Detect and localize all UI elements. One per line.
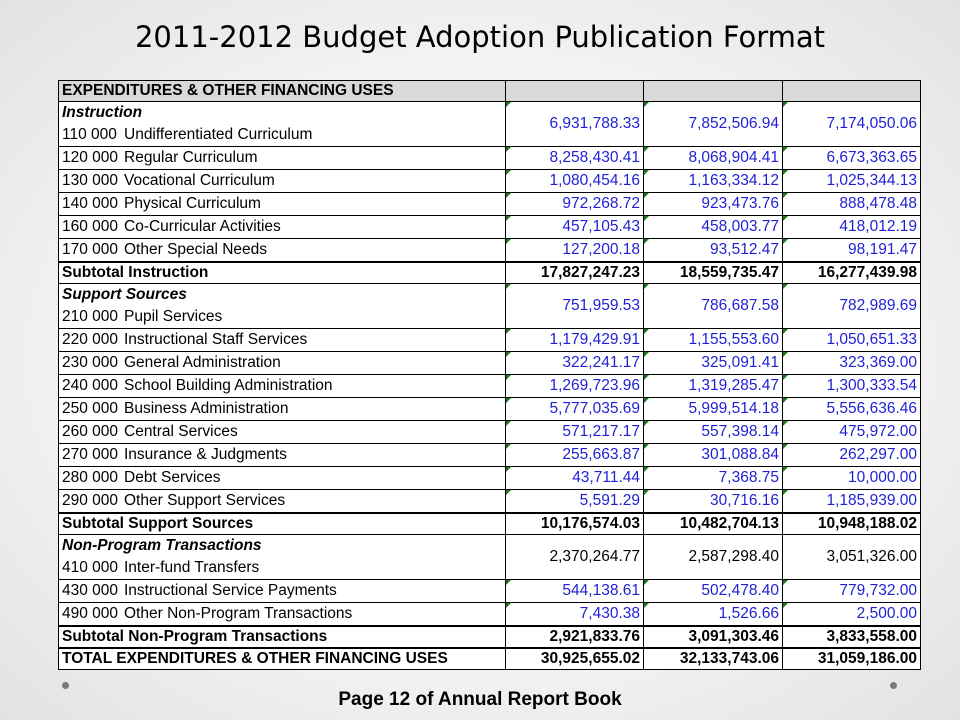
section-heading: Instruction (62, 104, 143, 121)
table-row (59, 216, 921, 239)
table-row (59, 490, 921, 514)
account-label: Instructional Staff Services (124, 331, 308, 348)
value-col-1: 1,080,454.16 (506, 170, 644, 193)
account-label: Vocational Curriculum (124, 172, 275, 189)
account-label: Instructional Service Payments (124, 582, 337, 599)
subtotal-row (59, 626, 921, 648)
account-label: Debt Services (124, 469, 221, 486)
value-col-3: 475,972.00 (783, 421, 921, 444)
subtotal-col-2: 18,559,735.47 (644, 262, 783, 284)
value-col-3: 888,478.48 (783, 193, 921, 216)
value-col-1: 2,370,264.77 (506, 535, 644, 580)
subtotal-label: Subtotal Non-Program Transactions (59, 626, 506, 648)
value-col-3: 10,000.00 (783, 467, 921, 490)
section-heading: Non-Program Transactions (62, 537, 262, 554)
table-row (59, 467, 921, 490)
table-row (59, 444, 921, 467)
total-col-1: 30,925,655.02 (506, 648, 644, 670)
table-header-col-3 (783, 81, 921, 102)
subtotal-col-2: 3,091,303.46 (644, 626, 783, 648)
table-row (59, 284, 921, 329)
row-item (62, 147, 502, 169)
right-dot-ornament (890, 682, 897, 689)
row-item (62, 239, 502, 261)
value-col-2: 502,478.40 (644, 580, 783, 603)
table-header-col-1 (506, 81, 644, 102)
value-col-2: 2,587,298.40 (644, 535, 783, 580)
table-row (59, 398, 921, 421)
table-header-label: EXPENDITURES & OTHER FINANCING USES (59, 81, 506, 102)
slide-title: 2011-2012 Budget Adoption Publication Format (134, 20, 826, 54)
account-code: 280 000 (62, 469, 119, 486)
table-row (59, 193, 921, 216)
value-col-1: 322,241.17 (506, 352, 644, 375)
subtotal-col-1: 2,921,833.76 (506, 626, 644, 648)
account-code: 160 000 (62, 218, 119, 235)
value-col-2: 1,526.66 (644, 603, 783, 627)
value-col-1: 751,959.53 (506, 284, 644, 329)
table-row (59, 102, 921, 147)
row-label-cell (59, 580, 506, 603)
value-col-3: 262,297.00 (783, 444, 921, 467)
row-item (62, 306, 502, 328)
section-heading: Support Sources (62, 286, 187, 303)
subtotal-row (59, 513, 921, 535)
table-row (59, 329, 921, 352)
account-label: Business Administration (124, 400, 289, 417)
account-label: Other Special Needs (124, 241, 268, 258)
subtotal-col-3: 3,833,558.00 (783, 626, 921, 648)
account-code: 170 000 (62, 241, 119, 258)
row-label-cell (59, 421, 506, 444)
value-col-2: 325,091.41 (644, 352, 783, 375)
row-label-cell (59, 239, 506, 263)
account-code: 430 000 (62, 582, 119, 599)
left-dot-ornament (62, 682, 69, 689)
value-col-3: 1,300,333.54 (783, 375, 921, 398)
account-label: General Administration (124, 354, 281, 371)
value-col-1: 571,217.17 (506, 421, 644, 444)
total-label: TOTAL EXPENDITURES & OTHER FINANCING USES (59, 648, 506, 670)
table-header-row (59, 81, 921, 102)
budget-table (58, 80, 921, 670)
row-label-cell (59, 490, 506, 514)
row-item (62, 580, 502, 602)
row-item (62, 375, 502, 397)
value-col-3: 1,185,939.00 (783, 490, 921, 514)
value-col-1: 5,777,035.69 (506, 398, 644, 421)
value-col-3: 5,556,636.46 (783, 398, 921, 421)
row-label-cell (59, 284, 506, 329)
value-col-1: 7,430.38 (506, 603, 644, 627)
account-label: Physical Curriculum (124, 195, 261, 212)
subtotal-row (59, 262, 921, 284)
subtotal-col-3: 16,277,439.98 (783, 262, 921, 284)
value-col-3: 7,174,050.06 (783, 102, 921, 147)
value-col-2: 1,163,334.12 (644, 170, 783, 193)
account-code: 230 000 (62, 354, 119, 371)
account-code: 490 000 (62, 605, 119, 622)
value-col-1: 6,931,788.33 (506, 102, 644, 147)
table-row (59, 580, 921, 603)
row-label-cell (59, 352, 506, 375)
value-col-3: 779,732.00 (783, 580, 921, 603)
row-item (62, 398, 502, 420)
value-col-3: 6,673,363.65 (783, 147, 921, 170)
value-col-2: 557,398.14 (644, 421, 783, 444)
row-label-cell (59, 102, 506, 147)
total-col-3: 31,059,186.00 (783, 648, 921, 670)
account-label: Regular Curriculum (124, 149, 258, 166)
value-col-2: 30,716.16 (644, 490, 783, 514)
row-label-cell (59, 398, 506, 421)
value-col-3: 323,369.00 (783, 352, 921, 375)
value-col-3: 418,012.19 (783, 216, 921, 239)
account-code: 250 000 (62, 400, 119, 417)
value-col-3: 2,500.00 (783, 603, 921, 627)
table-row (59, 239, 921, 263)
value-col-1: 255,663.87 (506, 444, 644, 467)
value-col-3: 1,050,651.33 (783, 329, 921, 352)
row-label-cell (59, 170, 506, 193)
value-col-1: 5,591.29 (506, 490, 644, 514)
subtotal-col-3: 10,948,188.02 (783, 513, 921, 535)
account-code: 410 000 (62, 559, 119, 576)
row-item (62, 352, 502, 374)
table-header-col-2 (644, 81, 783, 102)
value-col-2: 301,088.84 (644, 444, 783, 467)
row-label-cell (59, 467, 506, 490)
account-code: 260 000 (62, 423, 119, 440)
value-col-1: 8,258,430.41 (506, 147, 644, 170)
row-label-cell (59, 193, 506, 216)
account-code: 120 000 (62, 149, 119, 166)
account-label: Other Non-Program Transactions (124, 605, 353, 622)
table-row (59, 170, 921, 193)
value-col-3: 782,989.69 (783, 284, 921, 329)
value-col-3: 98,191.47 (783, 239, 921, 263)
total-col-2: 32,133,743.06 (644, 648, 783, 670)
account-label: Central Services (124, 423, 238, 440)
row-label-cell (59, 444, 506, 467)
account-label: Pupil Services (124, 308, 223, 325)
subtotal-col-1: 10,176,574.03 (506, 513, 644, 535)
account-label: Other Support Services (124, 492, 286, 509)
row-item (62, 216, 502, 238)
subtotal-label: Subtotal Instruction (59, 262, 506, 284)
row-item (62, 329, 502, 351)
subtotal-col-1: 17,827,247.23 (506, 262, 644, 284)
account-label: Undifferentiated Curriculum (124, 126, 313, 143)
account-code: 210 000 (62, 308, 119, 325)
table-row (59, 421, 921, 444)
account-code: 270 000 (62, 446, 119, 463)
account-code: 240 000 (62, 377, 119, 394)
account-code: 220 000 (62, 331, 119, 348)
table-row (59, 352, 921, 375)
value-col-2: 1,319,285.47 (644, 375, 783, 398)
row-label-cell (59, 329, 506, 352)
table-row (59, 603, 921, 627)
account-label: Co-Curricular Activities (124, 218, 281, 235)
subtotal-label: Subtotal Support Sources (59, 513, 506, 535)
value-col-2: 7,852,506.94 (644, 102, 783, 147)
subtotal-col-2: 10,482,704.13 (644, 513, 783, 535)
table-row (59, 375, 921, 398)
value-col-2: 1,155,553.60 (644, 329, 783, 352)
value-col-2: 7,368.75 (644, 467, 783, 490)
account-label: School Building Administration (124, 377, 333, 394)
account-code: 140 000 (62, 195, 119, 212)
row-item (62, 193, 502, 215)
value-col-2: 923,473.76 (644, 193, 783, 216)
row-item (62, 124, 502, 146)
page-footer: Page 12 of Annual Report Book (338, 689, 622, 710)
row-item (62, 557, 502, 579)
table-row (59, 147, 921, 170)
row-item (62, 467, 502, 489)
value-col-2: 458,003.77 (644, 216, 783, 239)
row-label-cell (59, 216, 506, 239)
row-label-cell (59, 147, 506, 170)
total-row (59, 648, 921, 670)
value-col-1: 1,269,723.96 (506, 375, 644, 398)
value-col-1: 127,200.18 (506, 239, 644, 263)
row-label-cell (59, 603, 506, 627)
value-col-1: 544,138.61 (506, 580, 644, 603)
account-code: 290 000 (62, 492, 119, 509)
row-label-cell (59, 375, 506, 398)
value-col-3: 3,051,326.00 (783, 535, 921, 580)
value-col-2: 93,512.47 (644, 239, 783, 263)
account-label: Inter-fund Transfers (124, 559, 260, 576)
value-col-1: 43,711.44 (506, 467, 644, 490)
value-col-1: 1,179,429.91 (506, 329, 644, 352)
row-item (62, 421, 502, 443)
value-col-1: 457,105.43 (506, 216, 644, 239)
value-col-2: 8,068,904.41 (644, 147, 783, 170)
value-col-2: 786,687.58 (644, 284, 783, 329)
row-item (62, 490, 502, 512)
row-item (62, 603, 502, 625)
account-label: Insurance & Judgments (124, 446, 287, 463)
account-code: 110 000 (62, 126, 117, 143)
account-code: 130 000 (62, 172, 119, 189)
row-item (62, 444, 502, 466)
row-item (62, 170, 502, 192)
value-col-3: 1,025,344.13 (783, 170, 921, 193)
table-row (59, 535, 921, 580)
row-label-cell (59, 535, 506, 580)
value-col-1: 972,268.72 (506, 193, 644, 216)
value-col-2: 5,999,514.18 (644, 398, 783, 421)
